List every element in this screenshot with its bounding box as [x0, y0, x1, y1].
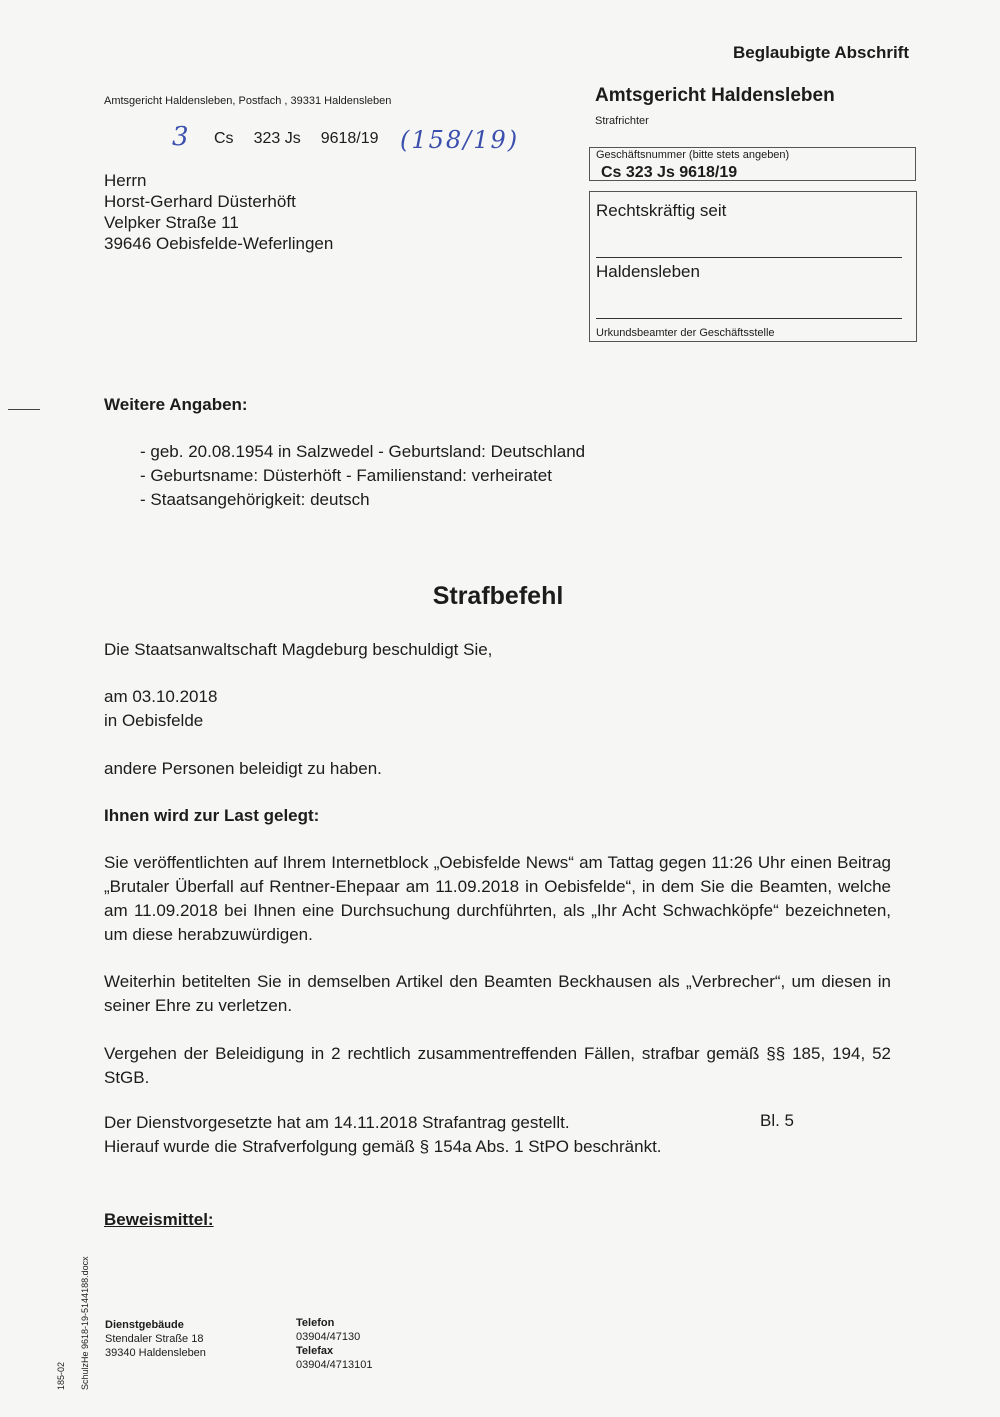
legal-force-box [589, 191, 917, 342]
handwritten-note: (158/19) [400, 126, 520, 154]
recipient-salutation: Herrn [104, 171, 147, 190]
case-number-value: Cs 323 Js 9618/19 [601, 164, 738, 181]
evidence-heading: Beweismittel: [104, 1210, 214, 1229]
legal-basis-paragraph: Vergehen der Beleidigung in 2 rechtlich zusammentreffenden Fällen, strafbar gemäß §§ 185, 194, 52 StGB. [104, 1044, 891, 1087]
recipient-address [104, 170, 333, 254]
building-street: Stendaler Straße 18 [105, 1333, 204, 1345]
footer-contact [296, 1316, 372, 1372]
court-name: Amtsgericht Haldensleben [595, 85, 835, 106]
charge-line: andere Personen beleidigt zu haben. [104, 759, 382, 778]
certified-copy-label: Beglaubigte Abschrift [733, 43, 909, 62]
charges-heading: Ihnen wird zur Last gelegt: [104, 806, 320, 825]
offense-place: in Oebisfelde [104, 711, 204, 730]
offense-date: am 03.10.2018 [104, 687, 218, 706]
list-item: - Staatsangehörigkeit: deutsch [140, 490, 370, 509]
case-number-label: Geschäftsnummer (bitte stets angeben) [596, 149, 790, 161]
recipient-street: Velpker Straße 11 [104, 213, 239, 232]
case-part-type: Cs [214, 130, 234, 147]
handwritten-prefix: 3 [172, 122, 189, 152]
clerk-label: Urkundsbeamter der Geschäftsstelle [596, 327, 775, 339]
document-title: Strafbefehl [432, 582, 564, 610]
list-item: - geb. 20.08.1954 in Salzwedel - Geburtsland: Deutschland [140, 442, 586, 461]
building-label: Dienstgebäude [105, 1319, 184, 1331]
building-city: 39340 Haldensleben [105, 1347, 206, 1359]
fold-mark [8, 409, 40, 410]
case-reference-line [214, 130, 399, 148]
list-item: - Geburtsname: Düsterhöft - Familienstand: verheiratet [140, 466, 552, 485]
legal-since-label: Rechtskräftig seit [596, 201, 727, 220]
phone-number: 03904/47130 [296, 1331, 361, 1343]
intro-line: Die Staatsanwaltschaft Magdeburg beschuldigt Sie, [104, 640, 493, 659]
fax-label: Telefax [296, 1345, 334, 1357]
sender-line: Amtsgericht Haldensleben, Postfach , 39331 Haldensleben [104, 95, 392, 107]
further-info-list [140, 440, 585, 512]
signature-line [596, 257, 902, 258]
charge-paragraph: Sie veröffentlichten auf Ihrem Internetblock „Oebisfelde News“ am Tattag gegen 11:26 Uhr einen Beitrag „Brutaler Überfall auf Rentner-Ehepaar am 11.09.2018 in Oebisfelde“, in dem Sie die Beamten, welche am 11.09.2018 bei Ihnen eine Durchsuchung durchführten, als „Ihr Acht Schwachköpfe“ bezeichneten, um diese herabzuwürdigen. [104, 853, 891, 944]
court-department: Strafrichter [595, 115, 649, 127]
case-number-box [589, 147, 916, 181]
phone-label: Telefon [296, 1317, 335, 1329]
signature-line [596, 318, 902, 319]
case-part-register: 323 Js [253, 130, 301, 147]
recipient-name: Horst-Gerhard Düsterhöft [104, 192, 296, 211]
side-form-code: 185-02 [56, 1361, 66, 1390]
legal-place: Haldensleben [596, 262, 700, 281]
recipient-city: 39646 Oebisfelde-Weferlingen [104, 234, 334, 253]
charge-paragraph: Weiterhin betitelten Sie in demselben Artikel den Beamten Beckhausen als „Verbrecher“, um diesen in seiner Ehre zu verletzen. [104, 972, 891, 1015]
restriction-line: Hierauf wurde die Strafverfolgung gemäß § 154a Abs. 1 StPO beschränkt. [104, 1137, 662, 1156]
footer-building [105, 1318, 206, 1360]
page-reference: Bl. 5 [760, 1111, 795, 1130]
case-part-number: 9618/19 [320, 130, 379, 147]
fax-number: 03904/4713101 [296, 1359, 373, 1371]
further-info-heading: Weitere Angaben: [104, 395, 248, 414]
complaint-line: Der Dienstvorgesetzte hat am 14.11.2018 Strafantrag gestellt. [104, 1113, 570, 1132]
side-file-name: SchulzHe 9618-19-5144188.docx [80, 1256, 90, 1390]
